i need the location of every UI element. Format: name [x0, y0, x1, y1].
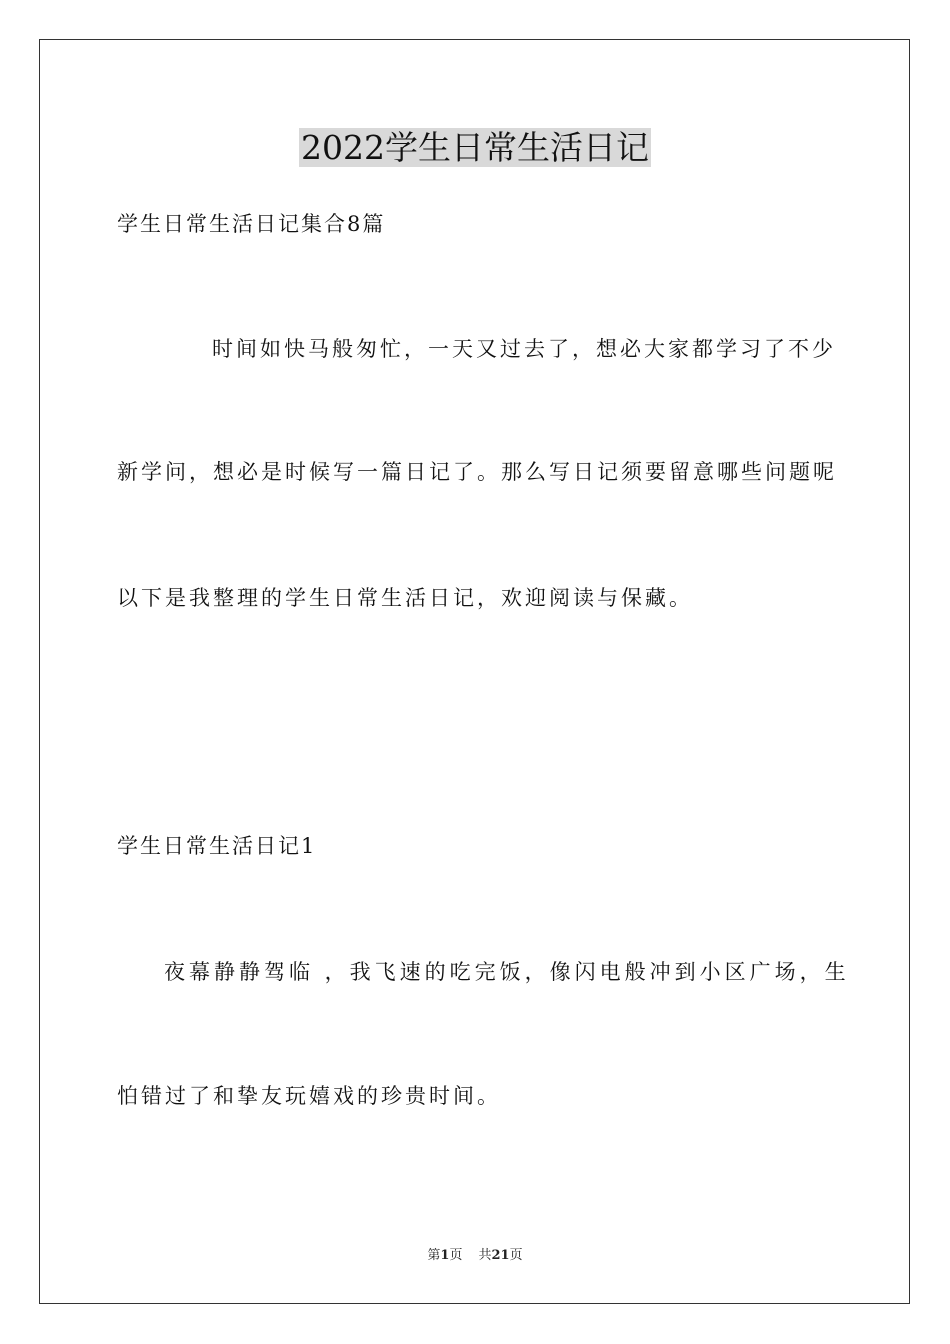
- intro-line-1: 时间如快马般匆忙，一天又过去了，想必大家都学习了不少: [212, 337, 836, 361]
- document-title: [0, 128, 950, 168]
- section-line-1: 夜幕静静驾临 ，我飞速的吃完饭，像闪电般冲到小区广场，生: [164, 960, 850, 984]
- intro-line-3: 以下是我整理的学生日常生活日记，欢迎阅读与保藏。: [117, 586, 693, 610]
- document-subtitle: 学生日常生活日记集合8篇: [117, 212, 386, 236]
- page-footer: [0, 1247, 950, 1265]
- section-line-2: 怕错过了和挚友玩嬉戏的珍贵时间。: [117, 1084, 501, 1108]
- footer-page-suffix: 页: [449, 1248, 463, 1263]
- footer-total-prefix: 共: [478, 1248, 492, 1263]
- section-heading: 学生日常生活日记1: [117, 834, 317, 858]
- document-title-text: 2022学生日常生活日记: [301, 128, 649, 167]
- footer-page-number: 1: [440, 1248, 450, 1263]
- footer-page-prefix: 第: [427, 1248, 441, 1263]
- intro-line-2: 新学问，想必是时候写一篇日记了。那么写日记须要留意哪些问题呢: [117, 460, 837, 484]
- footer-total-pages: 21: [491, 1248, 510, 1263]
- footer-total-suffix: 页: [509, 1248, 523, 1263]
